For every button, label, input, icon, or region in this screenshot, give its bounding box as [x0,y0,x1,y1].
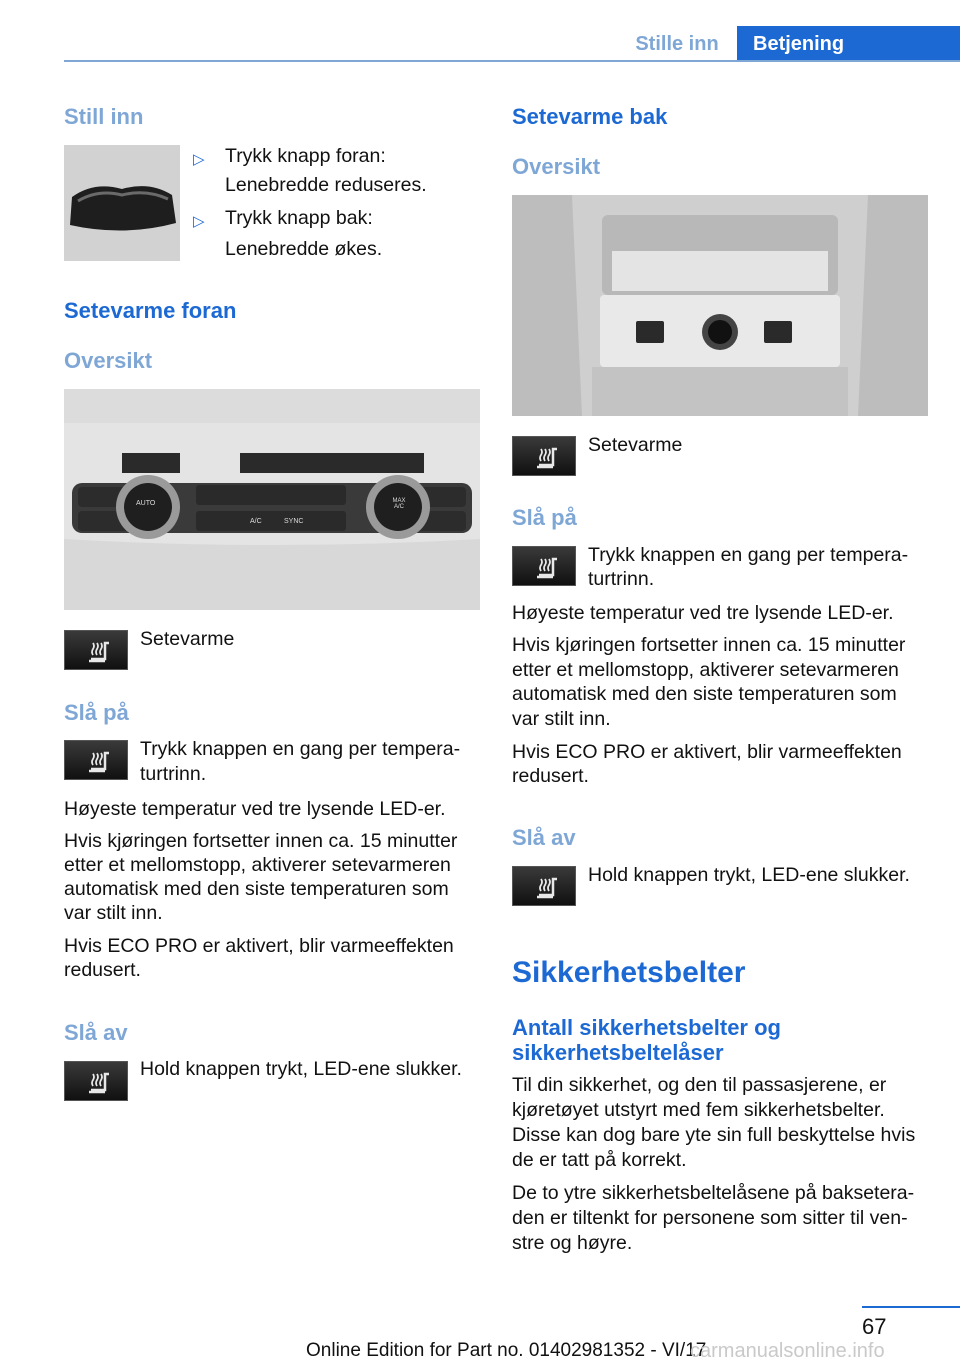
belts-p1-l1: Til din sikkerhet, og den til passasjerene, er [512,1074,887,1096]
front-on-heading: Slå på [64,700,129,725]
triangle-bullet-icon: ▷ [193,151,205,168]
seat-heating-icon [512,546,576,586]
front-off-heading: Slå av [64,1020,128,1045]
rear-p1: Høyeste temperatur ved tre lysende LED-er. [512,602,894,624]
rear-heating-heading: Setevarme bak [512,104,668,129]
front-p3-l2: redusert. [64,959,141,981]
front-heating-heading: Setevarme foran [64,298,237,323]
belts-sub-l1: Antall sikkerhetsbelter og [512,1015,781,1040]
front-p3-l1: Hvis ECO PRO er aktivert, blir varmeeffekten [64,935,454,957]
belts-p1-l4: de er tatt på korrekt. [512,1149,687,1171]
front-p2-l4: var stilt inn. [64,902,163,924]
rear-on-line2: turtrinn. [588,568,655,590]
header-section-tab[interactable]: Stille inn [635,33,719,55]
front-p2-l1: Hvis kjøringen fortsetter innen ca. 15 minutter [64,830,458,852]
front-climate-panel-photo [64,389,480,610]
bullet-2-line2: Lenebredde økes. [225,238,383,260]
bullet-1-line1: Trykk knapp foran: [225,145,386,167]
rear-p3-l2: redusert. [512,765,589,787]
lumbar-button-photo [64,145,180,261]
rear-off-text: Hold knappen trykt, LED-ene slukker. [588,864,910,886]
belts-p1-l3: Disse kan dog bare yte sin full beskyttelse hvis [512,1124,916,1146]
panel-label-ac: A/C [250,518,262,525]
seat-heating-icon [512,866,576,906]
header-chapter-tab[interactable]: Betjening [737,26,960,62]
rear-p3-l1: Hvis ECO PRO er aktivert, blir varmeeffekten [512,741,902,763]
belts-sub-l2: sikkerhetsbeltelåser [512,1040,724,1065]
panel-label-max-ac: MAX A/C [392,498,406,510]
seat-heating-icon [64,740,128,780]
bullet-2-line1: Trykk knapp bak: [225,207,373,229]
seat-heating-icon [64,1061,128,1101]
footer-rule [862,1306,960,1308]
rear-p2-l1: Hvis kjøringen fortsetter innen ca. 15 minutter [512,634,906,656]
triangle-bullet-icon: ▷ [193,213,205,230]
rear-console-photo [512,195,928,416]
belts-p2-l3: stre og høyre. [512,1232,633,1254]
rear-p2-l3: automatisk med den siste temperaturen som [512,683,897,705]
belts-title: Sikkerhetsbelter [512,956,746,989]
panel-label-sync: SYNC [284,518,304,525]
rear-icon-caption: Setevarme [588,434,683,456]
still-inn-heading: Still inn [64,104,144,129]
rear-p2-l2: etter et mellomstopp, aktiverer setevarmeren [512,659,899,681]
front-on-line2: turtrinn. [140,763,207,785]
bullet-1-line2: Lenebredde reduseres. [225,174,427,196]
watermark: carmanualsonline.info [690,1340,885,1362]
belts-p1-l2: kjøretøyet utstyrt med fem sikkerhetsbelter. [512,1099,885,1121]
header-rule [64,60,960,62]
seat-heating-icon [64,630,128,670]
front-overview-heading: Oversikt [64,348,153,373]
rear-on-line1: Trykk knappen en gang per tempera- [588,544,909,566]
front-p2-l2: etter et mellomstopp, aktiverer setevarmeren [64,854,451,876]
front-p2-l3: automatisk med den siste temperaturen som [64,878,449,900]
page-number: 67 [862,1314,887,1339]
edition-note: Online Edition for Part no. 01402981352 - VI/17 [306,1340,707,1361]
rear-overview-heading: Oversikt [512,154,601,179]
panel-label-auto: AUTO [136,500,156,507]
rear-on-heading: Slå på [512,505,577,530]
rear-off-heading: Slå av [512,825,576,850]
belts-p2-l1: De to ytre sikkerhetsbeltelåsene på baksetera- [512,1182,915,1204]
front-on-line1: Trykk knappen en gang per tempera- [140,738,461,760]
front-off-text: Hold knappen trykt, LED-ene slukker. [140,1058,462,1080]
rear-p2-l4: var stilt inn. [512,708,611,730]
front-icon-caption: Setevarme [140,628,235,650]
front-p1: Høyeste temperatur ved tre lysende LED-er. [64,798,446,820]
belts-p2-l2: den er tiltenkt for personene som sitter til ven- [512,1207,908,1229]
seat-heating-icon [512,436,576,476]
